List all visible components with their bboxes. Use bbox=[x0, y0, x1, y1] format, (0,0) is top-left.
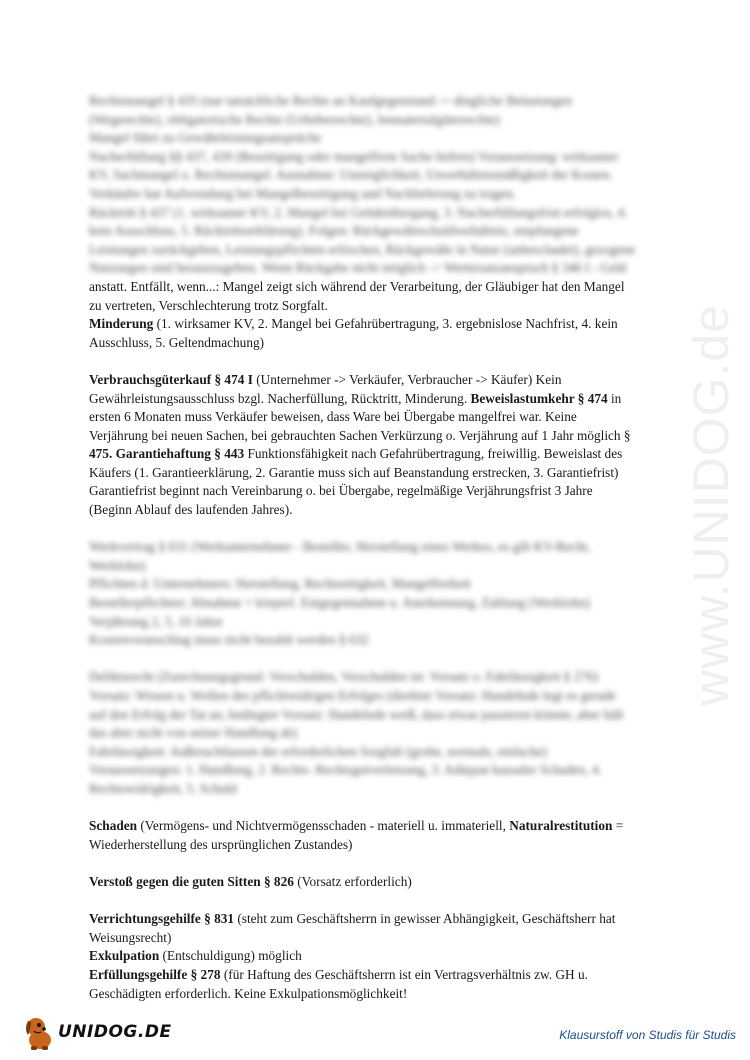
document-body bbox=[89, 82, 661, 1003]
text-line bbox=[89, 985, 661, 1004]
blurred-section-rechtsmangel bbox=[89, 92, 661, 278]
section-verbrauchsgueterkauf bbox=[89, 371, 661, 520]
text-line: Pflichten d. Unternehmers: Herstellung, Rechtzeitigkeit, Mangelfreiheit bbox=[89, 576, 471, 592]
text-line bbox=[89, 873, 661, 892]
logo-text: UNIDOG.DE bbox=[58, 1022, 172, 1042]
watermark-text: www.UNIDOG.de bbox=[683, 304, 739, 706]
text-segment: (1. wirksamer KV, 2. Mangel bei Gefahrübertragung, 3. ergebnislose Nachfrist, 4. kein bbox=[153, 316, 618, 332]
text-line bbox=[89, 297, 661, 316]
text-line: Nutzungen sind herauszugeben. Wenn Rückgabe nicht möglich -> Wertersatzanspruch § 346 I - Geld bbox=[89, 260, 627, 276]
text-line bbox=[89, 371, 661, 390]
text-line bbox=[89, 910, 661, 929]
unidog-logo bbox=[22, 1012, 172, 1052]
text-line bbox=[89, 836, 661, 855]
text-line: Verkäufer hat Aufwendung bei Mangelbeseitigung und Nachlieferung zu tragen. bbox=[89, 185, 517, 201]
bold-term: Minderung bbox=[89, 316, 154, 332]
bold-term: Erfüllungsgehilfe § 278 bbox=[89, 966, 221, 982]
text-line: Bestellerpflichten: Abnahme + körperl. Entgegennahme u. Anerkennung, Zahlung (Werklohn) bbox=[89, 595, 590, 611]
text-line bbox=[89, 482, 661, 501]
text-line: Voraussetzungen: 1. Handlung, 2. Rechts- Rechtsgutverletzung, 3. Adäquat kausaler Schaden, 4. bbox=[89, 762, 602, 778]
text-segment: Geschädigten erforderlich. Keine Exkulpationsmöglichkeit! bbox=[89, 985, 408, 1001]
text-line: Werkvertrag § 631 (Werkunternehmer - Besteller, Herstellung eines Werkes, es gilt KV-Recht, bbox=[89, 539, 591, 555]
bold-term: Beweislastumkehr § 474 bbox=[470, 390, 608, 406]
text-line: Rücktritt § 437 (1. wirksamer KV, 2. Mangel bei Gefahrübergang, 3. Nacherfüllungsfrist erfolglos, 4. bbox=[89, 204, 628, 220]
text-line bbox=[89, 947, 661, 966]
blurred-section-werkvertrag bbox=[89, 538, 661, 650]
text-line bbox=[89, 445, 661, 464]
bold-term: Exkulpation bbox=[89, 948, 160, 964]
text-segment: (Vermögens- und Nichtvermögensschaden - materiell u. immateriell, bbox=[137, 818, 510, 834]
text-segment: zu vertreten, Verschlechterung trotz Sorgfalt. bbox=[89, 297, 328, 313]
text-segment: (steht zum Geschäftsherrn in gewisser Abhängigkeit, Geschäftsherr hat bbox=[234, 911, 616, 927]
text-line bbox=[89, 501, 661, 520]
section-sittenverstoss bbox=[89, 873, 661, 892]
text-segment: (Beginn Ablauf des laufenden Jahres). bbox=[89, 502, 293, 518]
text-segment: Funktionsfähigkeit nach Gefahrübertragung, freiwillig. Beweislast des bbox=[244, 446, 623, 462]
bold-term: Verrichtungsgehilfe § 831 bbox=[89, 911, 235, 927]
text-segment: Garantiefrist beginnt nach Vereinbarung o. bei Übergabe, regelmäßige Verjährungsfrist 3 Jahre bbox=[89, 483, 593, 499]
bold-term: Verbrauchsgüterkauf § 474 I bbox=[89, 371, 253, 387]
bold-term: Verstoß gegen die guten Sitten § 826 bbox=[89, 873, 294, 889]
text-line bbox=[89, 464, 661, 483]
text-segment: Ausschluss, 5. Geltendmachung) bbox=[89, 334, 265, 350]
text-segment: Wiederherstellung des ursprünglichen Zustandes) bbox=[89, 836, 353, 852]
text-segment: = bbox=[612, 818, 624, 834]
watermark bbox=[676, 270, 746, 740]
text-line bbox=[89, 408, 661, 427]
text-line: Rechtswidrigkeit, 5. Schuld bbox=[89, 780, 237, 796]
text-segment: (Vorsatz erforderlich) bbox=[293, 873, 412, 889]
text-line: Deliktsrecht (Zurechnungsgrund: Verschulden, Verschulden ist: Vorsatz o. Fahrlässigkeit § 276) bbox=[89, 669, 599, 685]
text-segment: Verjährung bei neuen Sachen, bei gebrauchten Sachen Verkürzung o. Verjährung auf 1 Jahr möglich § bbox=[89, 427, 631, 443]
text-line: auf den Erfolg der Tat an, bedingter Vorsatz: Handelnde weiß, dass etwas passieren könnte, aber hält bbox=[89, 706, 624, 722]
footer-tagline: Klausurstoff von Studis für Studis bbox=[559, 1028, 736, 1042]
text-line bbox=[89, 817, 661, 836]
text-line: KV, Sachmangel o. Rechtsmangel. Ausnahme: Unmöglichkeit, Unverhältnismäßigkeit der Kosten. bbox=[89, 167, 613, 183]
section-minderung bbox=[89, 278, 661, 352]
text-line: Kostenvoranschlag muss nicht bezahlt werden § 632 bbox=[89, 632, 369, 648]
text-line: Verjährung 2, 5, 10 Jahre bbox=[89, 613, 223, 629]
text-segment: (Entschuldigung) möglich bbox=[159, 948, 302, 964]
text-line bbox=[89, 390, 661, 409]
text-segment: Weisungsrecht) bbox=[89, 929, 172, 945]
text-line: Werklohn) bbox=[89, 557, 146, 573]
text-line: Rechtsmangel § 435 (nur tatsächliche Rechte an Kaufgegenstand -> dingliche Belastungen bbox=[89, 93, 573, 108]
text-segment: Gewährleistungsausschluss bzgl. Nacherfüllung, Rücktritt, Minderung. bbox=[89, 390, 471, 406]
text-line bbox=[89, 334, 661, 353]
text-line: (Wegerechte), obligatorische Rechte (Urheberrechte), Immaterialgüterrechte) bbox=[89, 111, 500, 127]
text-line bbox=[89, 929, 661, 948]
section-gehilfen bbox=[89, 910, 661, 1003]
text-line bbox=[89, 966, 661, 985]
text-line: kein Ausschluss, 5. Rücktrittserklärung). Folgen: Rückgewährschuldverhältnis, empfangene bbox=[89, 223, 579, 239]
text-segment: (Unternehmer -> Verkäufer, Verbraucher -> Käufer) Kein bbox=[252, 371, 562, 387]
text-segment: Käufers (1. Garantieerklärung, 2. Garantie muss sich auf Beanstandung erstrecken, 3. Garantiefrist) bbox=[89, 464, 619, 480]
text-line bbox=[89, 278, 661, 297]
text-line: das aber nicht von seiner Handlung ab) bbox=[89, 725, 298, 741]
text-segment: in bbox=[607, 390, 622, 406]
dog-icon bbox=[22, 1013, 56, 1051]
text-line: Nacherfüllung §§ 437, 439 (Beseitigung oder mangelfreie Sache liefern) Voraussetzung: wirksamer bbox=[89, 148, 619, 164]
text-line bbox=[89, 427, 661, 446]
text-segment: (für Haftung des Geschäftsherrn ist ein Vertragsverhältnis zw. GH u. bbox=[220, 966, 588, 982]
text-line: Fahrlässigkeit: Außerachtlassen der erforderlichen Sorgfalt (grobe, normale, einfache) bbox=[89, 743, 547, 759]
text-line: Vorsatz: Wissen u. Wollen des pflichtwidrigen Erfolges (direkter Vorsatz: Handelnde legt es gerade bbox=[89, 688, 617, 703]
text-line bbox=[89, 315, 661, 334]
blurred-section-deliktsrecht bbox=[89, 668, 661, 798]
text-line: Leistungen zurückgeben, Leistungspflichten erlöschen, Rückgewähr in Natur (unbeschadet), gezogene bbox=[89, 241, 636, 257]
text-segment: anstatt. Entfällt, wenn...: Mangel zeigt sich während der Verarbeitung, der Gläubiger hat den Mangel bbox=[89, 278, 625, 294]
bold-term: Schaden bbox=[89, 818, 138, 834]
bold-term: 475. Garantiehaftung § 443 bbox=[89, 446, 245, 462]
bold-term: Naturalrestitution bbox=[509, 818, 613, 834]
text-segment: ersten 6 Monaten muss Verkäufer beweisen, dass Ware bei Übergabe mangelfrei war. Keine bbox=[89, 409, 577, 425]
text-line: Mangel führt zu Gewährleistungsansprüche bbox=[89, 130, 322, 146]
section-schaden bbox=[89, 817, 661, 854]
